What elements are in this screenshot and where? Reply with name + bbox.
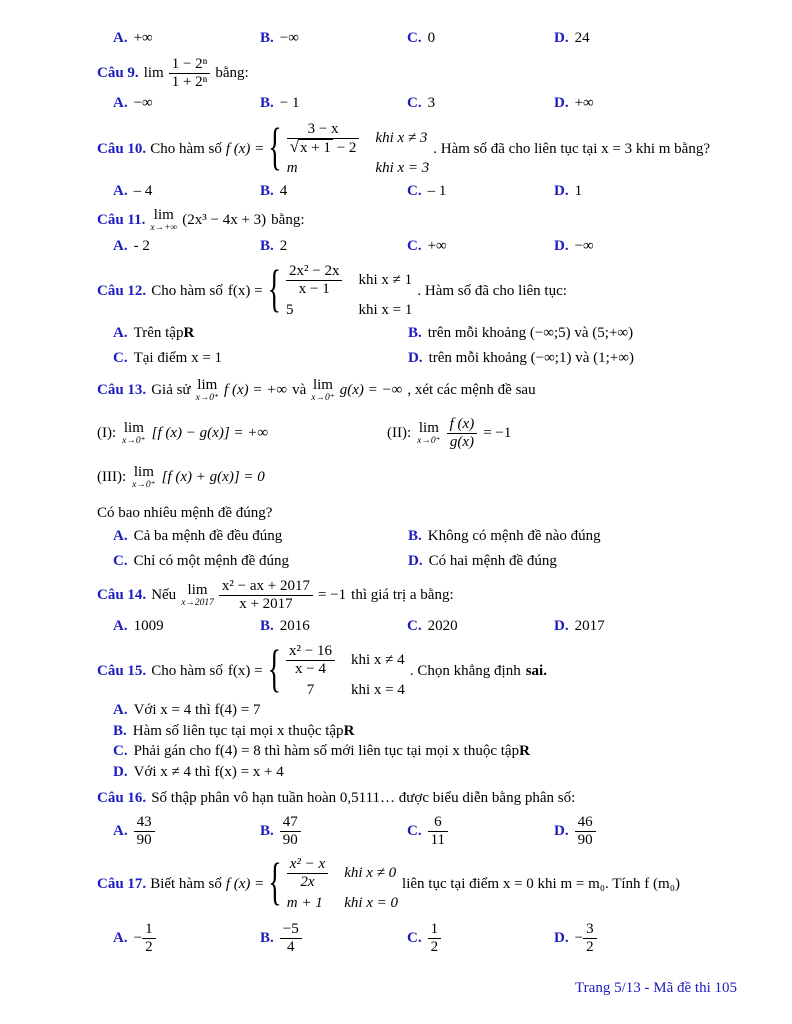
question-label: Câu 13.	[97, 382, 147, 398]
fraction-numerator: x² − x	[287, 856, 328, 874]
q9-option-a	[113, 94, 260, 114]
q17-option-a	[113, 921, 260, 957]
case-value: 7	[306, 681, 315, 698]
question-text: liên tục tại điểm x = 0 khi m = m₀. Tính f (m₀)	[402, 875, 680, 892]
q8-option-b	[260, 29, 407, 49]
question-9	[97, 56, 742, 92]
q14-option-b	[260, 617, 407, 637]
fraction-denominator: x − 4	[295, 661, 326, 678]
q11-option-b	[260, 237, 407, 257]
case-condition: khi x = 0	[344, 894, 399, 911]
statement-label: (I):	[97, 424, 117, 441]
piecewise-function	[268, 263, 413, 320]
q13-statements-row	[97, 416, 742, 452]
q17-option-b	[260, 921, 407, 957]
lim-operator	[150, 208, 177, 234]
fraction	[428, 921, 442, 957]
fraction-denominator: 90	[136, 831, 152, 848]
statement-2	[387, 416, 742, 452]
fraction-denominator: 2	[430, 939, 439, 956]
option-value-bold: R	[183, 325, 195, 341]
question-label: Câu 17.	[97, 875, 147, 892]
lim-subscript: x→0⁺	[122, 435, 146, 446]
option-value: Cả ba mệnh đề đều đúng	[133, 528, 283, 544]
case-condition: khi x ≠ 3	[375, 130, 428, 146]
option-letter-a: A.	[113, 95, 128, 111]
option-letter-a: A.	[113, 702, 128, 718]
option-value: – 1	[427, 182, 447, 199]
question-text: bằng:	[271, 212, 305, 228]
q15-answer-list	[97, 701, 742, 782]
option-letter-c: C.	[407, 617, 422, 634]
fraction-numerator: f (x)	[447, 416, 478, 434]
case-condition: khi x = 3	[375, 160, 430, 176]
option-value: Chỉ có một mệnh đề đúng	[133, 552, 289, 569]
fraction-numerator: 47	[280, 814, 301, 832]
fraction-numerator: 3 − x	[287, 121, 360, 139]
case-condition: khi x = 4	[350, 681, 405, 698]
fraction	[280, 921, 302, 957]
q9-option-c	[407, 94, 554, 114]
fraction	[134, 814, 155, 850]
fraction	[142, 921, 156, 957]
option-letter-b: B.	[260, 95, 274, 111]
limit-equation-g: g(x) = −∞	[339, 382, 403, 398]
option-value: 2	[279, 237, 288, 254]
q14-answer-row	[97, 617, 742, 637]
question-text: . Hàm số đã cho liên tục:	[417, 282, 567, 299]
question-13	[97, 378, 742, 404]
option-letter-b: B.	[113, 722, 127, 739]
question-label: Câu 11.	[97, 212, 146, 228]
option-value: Có hai mệnh đề đúng	[428, 552, 557, 569]
q17-option-c	[407, 921, 554, 957]
option-value: 2016	[279, 617, 310, 634]
question-text: bằng:	[215, 64, 249, 81]
q10-option-c	[407, 182, 554, 202]
curly-brace: {	[267, 261, 282, 319]
question-label: Câu 10.	[97, 140, 147, 157]
lim-subscript: x→2017	[181, 598, 214, 608]
case-condition: khi x = 1	[358, 301, 413, 318]
option-value: +∞	[574, 95, 594, 111]
square-root	[289, 136, 333, 157]
question-text: Biết hàm số	[150, 875, 222, 892]
fraction-numerator: 1 − 2ⁿ	[169, 56, 211, 74]
q9-option-d	[554, 94, 742, 114]
q11-option-a	[113, 237, 260, 257]
q13-question-text: Có bao nhiêu mệnh đề đúng?	[97, 504, 273, 521]
case-condition: khi x ≠ 4	[350, 652, 405, 668]
option-value: Với x = 4 thì f(4) = 7	[133, 702, 261, 718]
question-text: , xét các mệnh đề sau	[407, 382, 536, 398]
option-value-bold: R	[519, 743, 530, 759]
question-15	[97, 643, 742, 700]
option-value: +∞	[133, 30, 153, 46]
question-text: và	[292, 382, 307, 398]
q17-answer-row	[97, 921, 742, 957]
option-value: 24	[574, 30, 590, 46]
option-value: Với x ≠ 4 thì f(x) = x + 4	[133, 763, 284, 780]
option-value: Trên tập	[133, 325, 184, 341]
q13-option-a	[113, 527, 408, 547]
q12-answer-grid	[97, 324, 742, 368]
option-letter-d: D.	[554, 95, 569, 111]
question-text: . Hàm số đã cho liên tục tại x = 3 khi m bằng?	[433, 140, 710, 157]
question-label: Câu 9.	[97, 64, 139, 81]
q15-option-d	[97, 763, 742, 783]
option-letter-b: B.	[260, 617, 274, 634]
option-letter-a: A.	[113, 30, 128, 46]
lim-subscript: x→+∞	[150, 223, 178, 233]
case-condition: khi x ≠ 0	[344, 865, 397, 881]
option-letter-b: B.	[408, 325, 422, 341]
option-letter-c: C.	[113, 743, 128, 759]
q10-answer-row	[97, 182, 742, 202]
question-label: Câu 15.	[97, 662, 147, 679]
q16-option-b	[260, 814, 407, 850]
piecewise-cases	[286, 643, 405, 700]
function-notation: f (x) =	[225, 875, 265, 892]
fraction	[575, 814, 596, 850]
question-text: Cho hàm số	[150, 140, 222, 157]
option-letter-c: C.	[407, 30, 422, 46]
lim-word: lim	[187, 582, 208, 598]
curly-brace: {	[268, 119, 282, 177]
fraction-denominator: 90	[282, 831, 298, 848]
q11-option-c	[407, 237, 554, 257]
radicand: x + 1	[299, 139, 331, 156]
fraction-denominator	[287, 136, 360, 157]
lim-operator	[196, 378, 219, 404]
q16-answer-row	[97, 814, 742, 850]
option-value-bold: R	[343, 722, 355, 739]
denominator-rest: − 2	[336, 139, 357, 156]
question-16	[97, 789, 742, 809]
fraction-numerator: 2x² − 2x	[286, 263, 342, 281]
lim-operator	[132, 465, 155, 491]
lim-operator	[417, 421, 440, 447]
page-footer: Trang 5/13 - Mã đề thi 105	[575, 979, 737, 996]
case-value: m + 1	[286, 894, 323, 911]
fraction-numerator: 1	[142, 921, 156, 939]
fraction-denominator: 90	[577, 831, 593, 848]
option-value: 4	[279, 182, 288, 199]
option-letter-a: A.	[113, 182, 128, 199]
q12-option-a	[113, 324, 408, 344]
case-value: 5	[286, 301, 294, 318]
fraction-denominator: 2	[145, 939, 153, 956]
statement-body: [f (x) − g(x)] = +∞	[151, 424, 269, 441]
fraction-denominator: 4	[287, 939, 295, 956]
q15-option-c	[97, 742, 742, 762]
q15-option-b	[97, 722, 742, 742]
q8-answer-row	[97, 29, 742, 49]
q13-statement3-row	[97, 465, 742, 491]
option-value: Hàm số liên tục tại mọi x thuộc tập	[132, 722, 344, 739]
lim-subscript: x→0⁺	[195, 393, 220, 403]
option-value: 2020	[427, 617, 458, 634]
question-10	[97, 121, 742, 179]
fraction-denominator: 2	[586, 939, 594, 956]
question-text: Giả sử	[151, 382, 191, 398]
q11-answer-row	[97, 237, 742, 257]
option-letter-d: D.	[554, 30, 569, 46]
q16-option-c	[407, 814, 554, 850]
minus-sign: −	[133, 930, 143, 946]
option-letter-d: D.	[554, 822, 569, 839]
fraction	[447, 416, 478, 452]
q13-option-c	[113, 552, 408, 572]
fraction	[280, 814, 301, 850]
option-letter-c: C.	[407, 182, 422, 199]
option-letter-c: C.	[113, 552, 128, 569]
q13-answer-grid	[97, 527, 742, 571]
lim-word: lim	[312, 377, 333, 393]
piecewise-function	[268, 856, 398, 913]
fraction	[583, 921, 597, 957]
option-letter-a: A.	[113, 237, 128, 254]
fraction-numerator: 3	[583, 921, 597, 939]
fraction-numerator: 6	[428, 814, 448, 832]
option-value: 1	[574, 182, 583, 199]
option-value: trên mỗi khoảng (−∞;1) và (1;+∞)	[428, 349, 634, 366]
fraction	[169, 56, 211, 92]
statement-label: (III):	[97, 469, 127, 485]
question-text: . Chọn khẳng định	[409, 662, 521, 679]
fraction	[286, 643, 335, 679]
fraction-numerator: −5	[280, 921, 302, 939]
option-letter-c: C.	[407, 930, 422, 946]
lim-word: lim	[197, 377, 218, 393]
fraction	[287, 856, 328, 892]
q14-option-d	[554, 617, 742, 637]
lim-operator	[181, 583, 214, 609]
piecewise-cases	[287, 121, 430, 179]
option-letter-d: D.	[554, 237, 569, 254]
option-value: trên mỗi khoảng (−∞;5) và (5;+∞)	[427, 325, 634, 341]
minus-sign: −	[574, 930, 584, 946]
option-letter-a: A.	[113, 528, 128, 544]
statement-1	[97, 421, 387, 447]
question-text: thì giá trị a bằng:	[351, 587, 454, 603]
fraction-numerator: 46	[575, 814, 596, 832]
q9-option-b	[260, 94, 407, 114]
fraction-numerator: 43	[134, 814, 155, 832]
fraction-denominator: x + 2017	[239, 596, 293, 613]
question-text: Cho hàm số	[151, 662, 223, 679]
q9-answer-row	[97, 94, 742, 114]
q16-option-d	[554, 814, 742, 850]
option-letter-c: C.	[407, 237, 422, 254]
fraction-denominator: 11	[430, 831, 446, 848]
lim-operator	[122, 421, 145, 447]
lim-word: lim	[123, 419, 144, 436]
option-value: Tại điểm x = 1	[133, 349, 223, 366]
q10-option-b	[260, 182, 407, 202]
fraction-numerator: x² − ax + 2017	[219, 578, 313, 596]
equation-equals: = −1	[317, 587, 347, 603]
option-value: −∞	[279, 30, 299, 46]
q10-option-d	[554, 182, 742, 202]
case-condition: khi x ≠ 1	[358, 272, 413, 288]
q14-option-c	[407, 617, 554, 637]
q11-option-d	[554, 237, 742, 257]
limit-equation-f: f (x) = +∞	[224, 382, 288, 398]
q12-option-d	[408, 349, 742, 369]
option-value: – 4	[133, 182, 153, 199]
q8-option-c	[407, 29, 554, 49]
option-letter-b: B.	[260, 237, 274, 254]
limit-expression: (2x³ − 4x + 3)	[182, 212, 267, 228]
lim-subscript: x→0⁺	[417, 435, 441, 446]
option-value: Phải gán cho f(4) = 8 thì hàm số mới liên tục tại mọi x thuộc tập	[133, 743, 520, 759]
q17-option-d	[554, 921, 742, 957]
curly-brace: {	[268, 854, 282, 912]
lim-word: lim	[133, 464, 154, 480]
statement-body: [f (x) + g(x)] = 0	[161, 469, 265, 485]
question-label: Câu 16.	[97, 790, 147, 806]
radical-icon: √	[289, 136, 299, 156]
option-letter-b: B.	[260, 182, 274, 199]
option-value: 3	[427, 95, 436, 111]
option-value: −∞	[574, 237, 594, 254]
question-17	[97, 856, 742, 913]
fraction	[219, 578, 313, 614]
option-value: Không có mệnh đề nào đúng	[427, 528, 601, 544]
option-letter-a: A.	[113, 930, 128, 946]
fraction-denominator: x − 1	[298, 281, 330, 298]
option-letter-b: B.	[260, 822, 274, 839]
question-text: Số thập phân vô hạn tuần hoàn 0,5111… được biểu diễn bằng phân số:	[151, 790, 576, 806]
option-letter-c: C.	[407, 822, 422, 839]
option-letter-b: B.	[408, 528, 422, 544]
fraction	[428, 814, 448, 850]
function-notation: f(x) =	[227, 282, 263, 299]
statement-equals: = −1	[483, 424, 512, 441]
q15-option-a	[97, 701, 742, 721]
fraction	[286, 263, 342, 299]
piecewise-cases	[287, 856, 398, 913]
q10-option-a	[113, 182, 260, 202]
option-value: 2017	[574, 617, 605, 634]
q12-option-c	[113, 349, 408, 369]
statement-3	[97, 465, 742, 491]
option-letter-b: B.	[260, 30, 274, 46]
lim-operator: lim	[143, 64, 164, 81]
option-letter-d: D.	[408, 552, 423, 569]
case-value: m	[286, 160, 298, 176]
q13-option-d	[408, 552, 742, 572]
option-letter-a: A.	[113, 617, 128, 634]
q14-option-a	[113, 617, 260, 637]
option-value: 1009	[133, 617, 164, 634]
question-label: Câu 14.	[97, 587, 147, 603]
option-letter-a: A.	[113, 325, 128, 341]
lim-operator	[311, 378, 334, 404]
option-letter-d: D.	[408, 349, 423, 366]
fraction-denominator: 2x	[300, 874, 315, 891]
option-value: +∞	[427, 237, 447, 254]
question-text: Cho hàm số	[151, 282, 223, 299]
q8-option-a	[113, 29, 260, 49]
option-value: −∞	[133, 95, 153, 111]
question-text: Nếu	[151, 587, 177, 603]
q13-option-b	[408, 527, 742, 547]
piecewise-function	[268, 643, 405, 700]
fraction-denominator: g(x)	[449, 433, 474, 450]
fraction-numerator: x² − 16	[286, 643, 335, 661]
option-letter-c: C.	[407, 95, 422, 111]
option-value: − 1	[279, 95, 300, 111]
fraction-denominator: 1 + 2ⁿ	[171, 73, 208, 90]
piecewise-cases	[286, 263, 412, 320]
statement-label: (II):	[387, 424, 412, 441]
q12-option-b	[408, 324, 742, 344]
option-value: 0	[427, 30, 436, 46]
function-notation: f(x) =	[227, 662, 263, 679]
question-12	[97, 263, 742, 320]
fraction	[287, 121, 360, 158]
lim-word: lim	[153, 207, 174, 223]
option-letter-d: D.	[554, 930, 569, 946]
curly-brace: {	[267, 641, 282, 699]
option-letter-c: C.	[113, 349, 128, 366]
lim-subscript: x→0⁺	[311, 393, 335, 403]
function-notation: f (x) =	[225, 140, 265, 157]
question-text-bold: sai.	[525, 662, 547, 679]
question-label: Câu 12.	[97, 282, 147, 299]
lim-subscript: x→0⁺	[132, 480, 156, 490]
question-14	[97, 578, 742, 614]
option-letter-d: D.	[113, 763, 128, 780]
q16-option-a	[113, 814, 260, 850]
option-letter-b: B.	[260, 930, 274, 946]
option-letter-d: D.	[554, 617, 569, 634]
q8-option-d	[554, 29, 742, 49]
question-11	[97, 208, 742, 234]
lim-word: lim	[418, 419, 439, 436]
fraction-numerator: 1	[428, 921, 442, 939]
option-letter-d: D.	[554, 182, 569, 199]
piecewise-function	[268, 121, 429, 179]
option-letter-a: A.	[113, 822, 128, 839]
option-value: - 2	[133, 237, 150, 254]
